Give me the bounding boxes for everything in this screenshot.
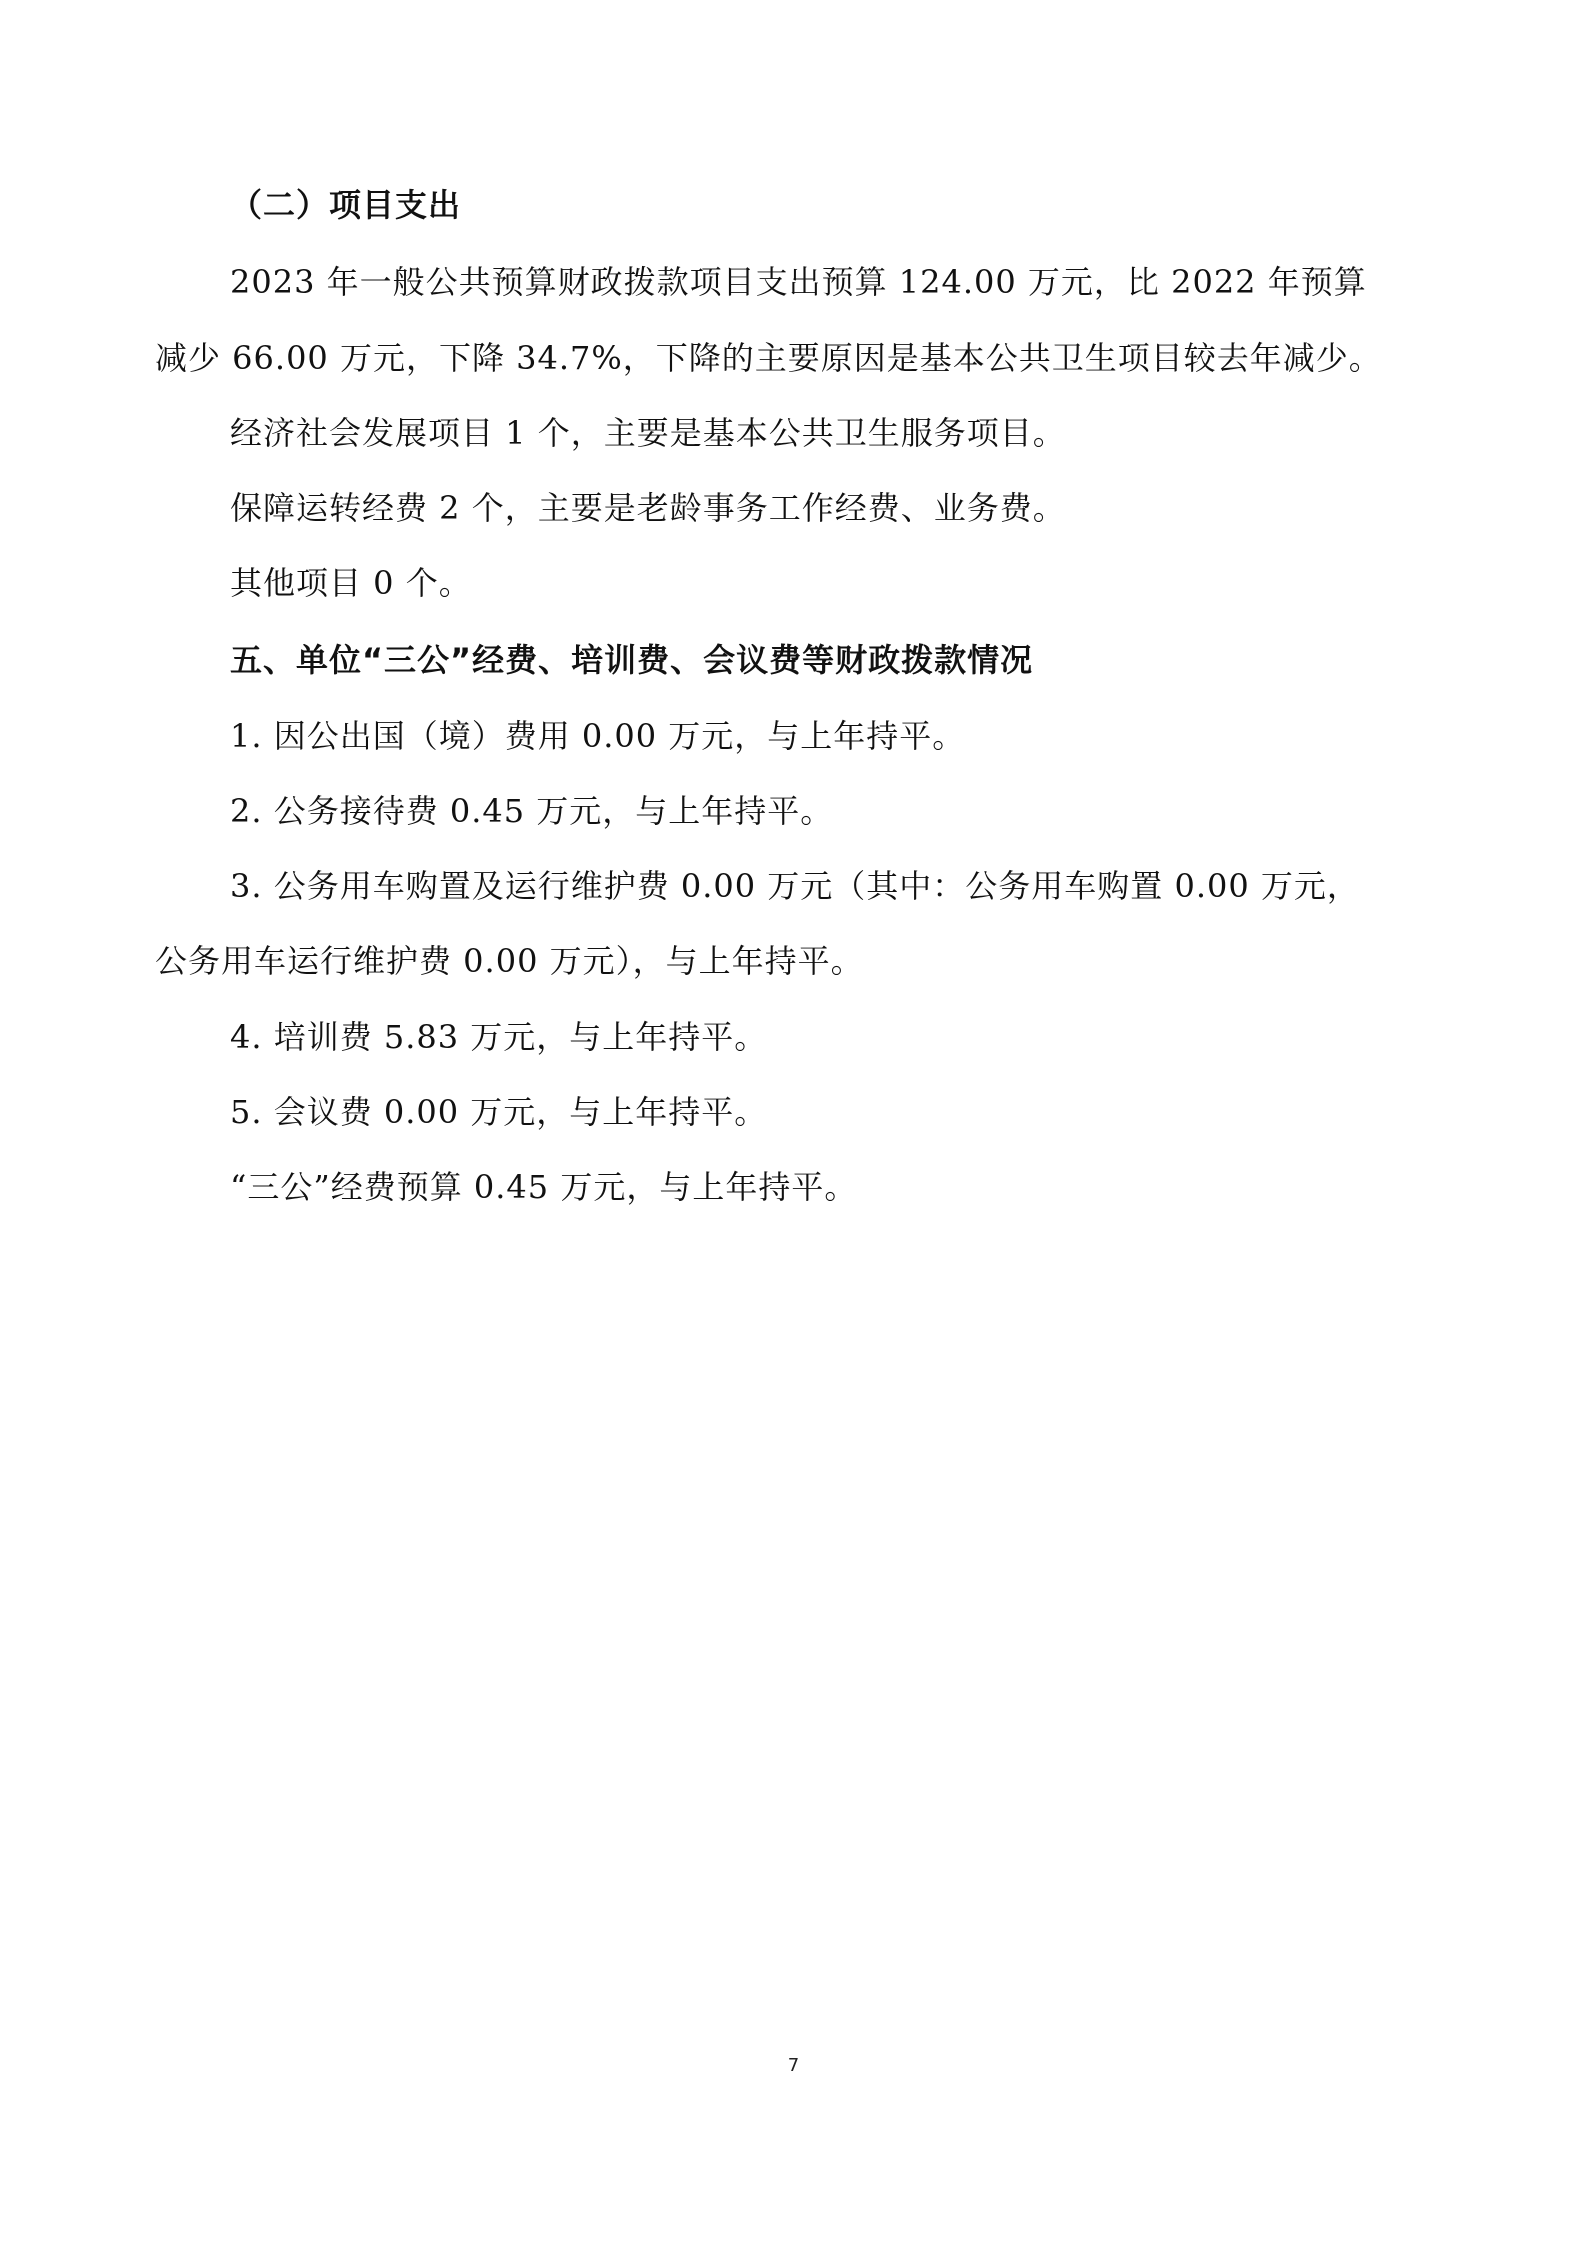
page-number: 7 xyxy=(787,2055,800,2076)
item-1-line: 1. 因公出国（境）费用 0.00 万元，与上年持平。 xyxy=(230,717,966,755)
item-5-line: 5. 会议费 0.00 万元，与上年持平。 xyxy=(230,1093,768,1131)
paragraph-project-expense-line-1: 2023 年一般公共预算财政拨款项目支出预算 124.00 万元，比 2022 年预算 xyxy=(230,263,1367,301)
summary-line: “三公”经费预算 0.45 万元，与上年持平。 xyxy=(230,1168,858,1206)
item-2-line: 2. 公务接待费 0.45 万元，与上年持平。 xyxy=(230,792,834,830)
econ-projects-line: 经济社会发展项目 1 个，主要是基本公共卫生服务项目。 xyxy=(230,414,1066,452)
ops-funds-line: 保障运转经费 2 个，主要是老龄事务工作经费、业务费。 xyxy=(230,489,1066,527)
item-3-line-2: 公务用车运行维护费 0.00 万元），与上年持平。 xyxy=(155,942,864,980)
paragraph-project-expense-line-2: 减少 66.00 万元，下降 34.7%，下降的主要原因是基本公共卫生项目较去年减少。 xyxy=(155,339,1382,377)
item-3-line-1: 3. 公务用车购置及运行维护费 0.00 万元（其中：公务用车购置 0.00 万元， xyxy=(230,867,1360,905)
heading-project-expense: （二）项目支出 xyxy=(230,186,462,224)
other-projects-line: 其他项目 0 个。 xyxy=(230,564,472,602)
heading-section-5: 五、单位“三公”经费、培训费、会议费等财政拨款情况 xyxy=(230,641,1034,679)
item-4-line: 4. 培训费 5.83 万元，与上年持平。 xyxy=(230,1018,768,1056)
